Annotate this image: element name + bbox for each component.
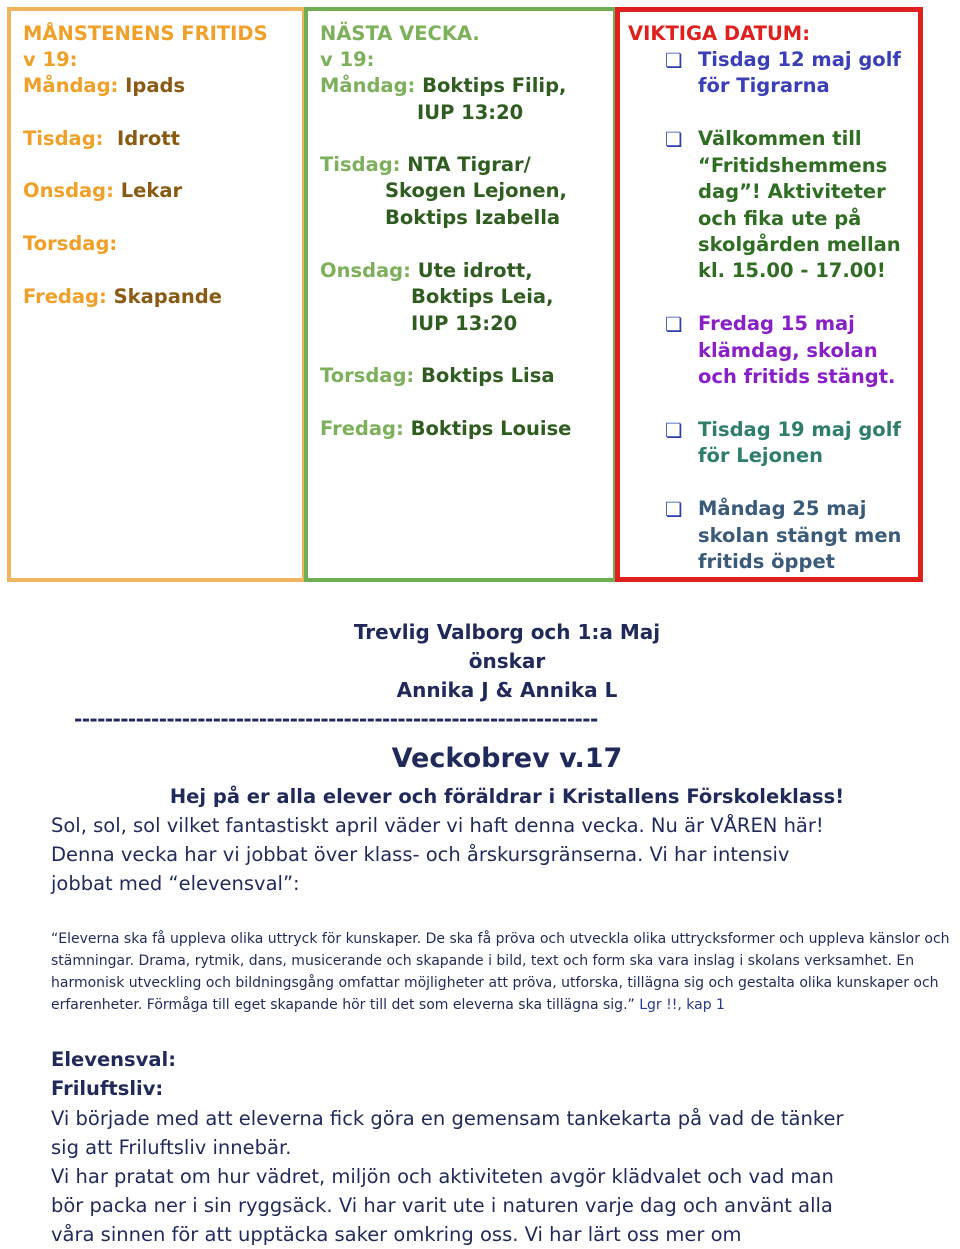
greeting-line-1: Trevlig Valborg och 1:a Maj	[353, 620, 661, 644]
box2-tuesday: Tisdag: NTA Tigrar/	[320, 153, 531, 176]
dashed-divider: --------------------------------------------------------------------	[74, 707, 598, 731]
important-dates-box	[615, 7, 923, 582]
date-item-5-line-3: fritids öppet	[698, 550, 836, 573]
date-item-2-line-2: “Fritidshemmens	[698, 154, 888, 177]
box1-row-thursday: Torsdag:	[23, 232, 118, 255]
box2-week: v 19:	[320, 48, 375, 71]
section-heading-friluftsliv: Friluftsliv:	[51, 1077, 164, 1100]
date-item-1-line-1: Tisdag 12 maj golf	[698, 48, 901, 71]
curriculum-quote-line-4: erfarenheter. Förmåga till eget skapande hör till det som eleverna ska tillägna sig.” Lgr !!, kap 1	[51, 997, 725, 1013]
date-item-2-line-5: skolgården mellan	[698, 233, 901, 256]
box2-thursday: Torsdag: Boktips Lisa	[320, 364, 555, 387]
box3-title: VIKTIGA DATUM:	[628, 22, 811, 45]
letter-paragraph-3: jobbat med “elevensval”:	[51, 872, 300, 895]
box2-monday: Måndag: Boktips Filip,	[320, 74, 567, 97]
date-item-4-line-1: Tisdag 19 maj golf	[698, 418, 901, 441]
date-item-1-line-2: för Tigrarna	[698, 74, 830, 97]
curriculum-quote-line-3: harmonisk utveckling och bildningsgång omfattar möjligheter att pröva, utforska, tillägna sig och gestalta olika kunskaper och	[51, 975, 939, 991]
box2-wednesday-2: Boktips Leia,	[411, 285, 554, 308]
body-line-1: Vi började med att eleverna fick göra en gemensam tankekarta på vad de tänker	[51, 1107, 844, 1130]
box2-tuesday-2: Skogen Lejonen,	[385, 179, 567, 202]
box2-tuesday-3: Boktips Izabella	[385, 206, 561, 229]
letter-paragraph-1: Sol, sol, sol vilket fantastiskt april väder vi haft denna vecka. Nu är VÅREN här!	[51, 814, 824, 837]
box1-title: MÅNSTENENS FRITIDS	[23, 22, 268, 45]
date-item-5-line-2: skolan stängt men	[698, 524, 902, 547]
schedule-box-next-week	[304, 7, 617, 582]
greeting-line-3: Annika J & Annika L	[396, 678, 618, 702]
section-heading-elevensval: Elevensval:	[51, 1048, 177, 1071]
body-line-5: våra sinnen för att upptäcka saker omkring oss. Vi har lärt oss mer om	[51, 1223, 742, 1246]
box2-wednesday-3: IUP 13:20	[411, 312, 518, 335]
checkbox-icon: ❏	[665, 313, 683, 336]
box2-wednesday: Onsdag: Ute idrott,	[320, 259, 533, 282]
letter-title: Veckobrev v.17	[391, 743, 623, 774]
date-item-3-line-1: Fredag 15 maj	[698, 312, 855, 335]
date-item-3-line-3: och fritids stängt.	[698, 365, 896, 388]
checkbox-icon: ❏	[665, 49, 683, 72]
date-item-5-line-1: Måndag 25 maj	[698, 497, 867, 520]
box2-friday: Fredag: Boktips Louise	[320, 417, 572, 440]
date-item-2-line-4: och fika ute på	[698, 207, 862, 230]
checkbox-icon: ❏	[665, 419, 683, 442]
curriculum-quote-source: Lgr !!, kap 1	[639, 997, 725, 1013]
box2-title: NÄSTA VECKA.	[320, 22, 480, 45]
body-line-4: bör packa ner i sin ryggsäck. Vi har varit ute i naturen varje dag och använt alla	[51, 1194, 833, 1217]
box2-monday-2: IUP 13:20	[417, 101, 524, 124]
letter-subtitle: Hej på er alla elever och föräldrar i Kristallens Förskoleklass!	[169, 785, 845, 808]
box1-row-wednesday: Onsdag: Lekar	[23, 179, 183, 202]
schedule-box-fritids	[7, 7, 306, 582]
date-item-2-line-6: kl. 15.00 - 17.00!	[698, 259, 886, 282]
date-item-3-line-2: klämdag, skolan	[698, 339, 878, 362]
date-item-4-line-2: för Lejonen	[698, 444, 824, 467]
curriculum-quote-line-1: “Eleverna ska få uppleva olika uttryck för kunskaper. De ska få pröva och utveckla olika uttrycksformer och uppleva känslor och	[51, 931, 950, 947]
box1-week: v 19:	[23, 48, 78, 71]
date-item-2-line-1: Välkommen till	[698, 127, 862, 150]
curriculum-quote-line-2: stämningar. Drama, rytmik, dans, musicerande och skapande i bild, text och form ska vara inslag i skolans verksamhet. En	[51, 953, 915, 969]
box1-row-friday: Fredag: Skapande	[23, 285, 222, 308]
body-line-3: Vi har pratat om hur vädret, miljön och aktiviteten avgör klädvalet och vad man	[51, 1165, 834, 1188]
date-item-2-line-3: dag”! Aktiviteter	[698, 180, 886, 203]
box1-row-tuesday: Tisdag: Idrott	[23, 127, 180, 150]
body-line-2: sig att Friluftsliv innebär.	[51, 1136, 292, 1159]
checkbox-icon: ❏	[665, 128, 683, 151]
greeting-line-2: önskar	[468, 649, 546, 673]
letter-paragraph-2: Denna vecka har vi jobbat över klass- och årskursgränserna. Vi har intensiv	[51, 843, 790, 866]
box1-row-monday: Måndag: Ipads	[23, 74, 186, 97]
checkbox-icon: ❏	[665, 498, 683, 521]
